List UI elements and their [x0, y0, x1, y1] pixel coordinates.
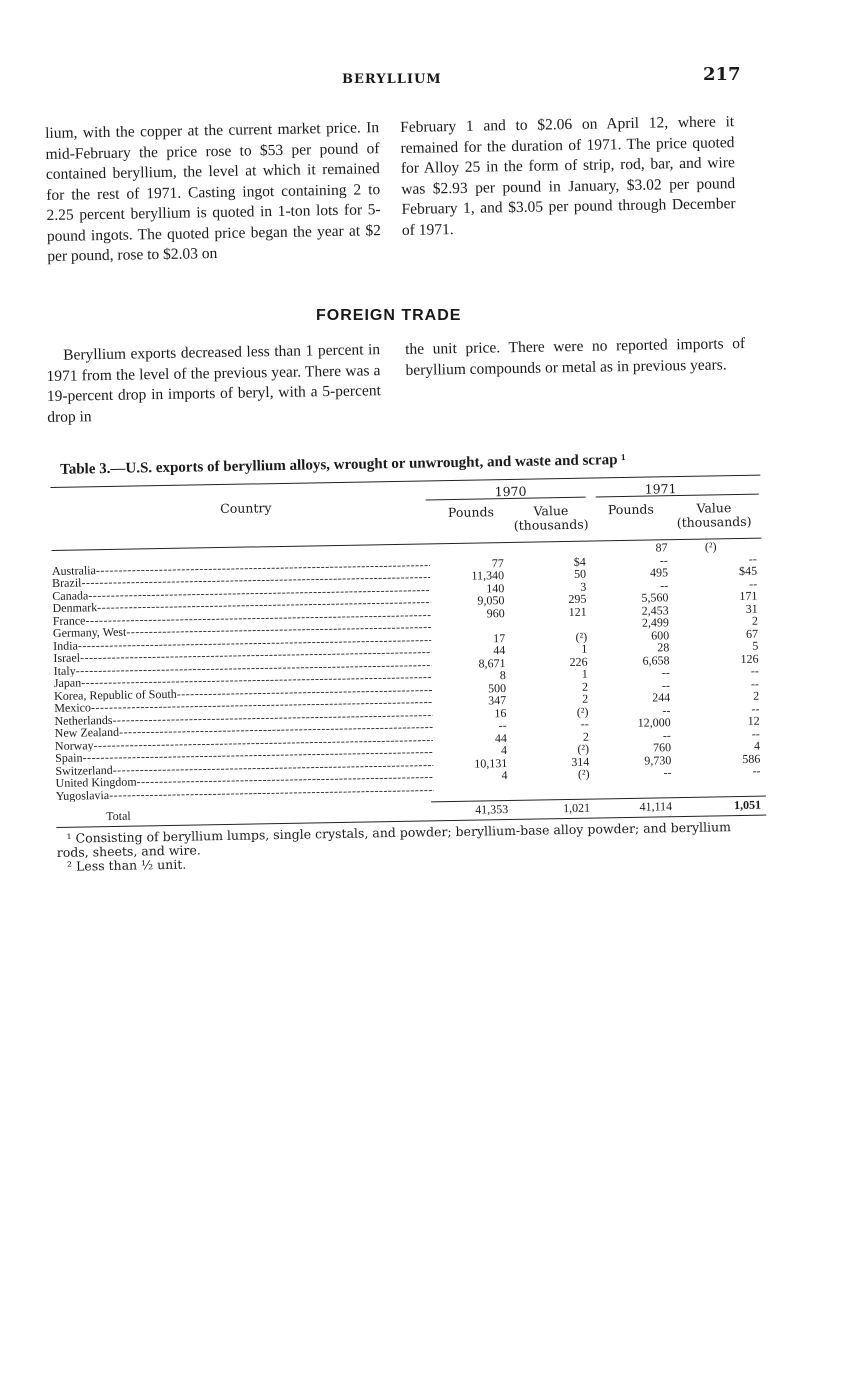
- cell-value-1970: (²): [575, 629, 588, 644]
- header-country: Country: [220, 500, 272, 517]
- footnote: ² Less than ½ unit.: [66, 856, 187, 874]
- table-body: [52, 540, 767, 828]
- cell-country: Canada -----: [52, 583, 430, 602]
- cell-value-1971: --: [752, 763, 761, 778]
- cell-country: Switzerland -----: [55, 758, 433, 777]
- cell-country: France -----: [53, 608, 431, 627]
- cell-country: Germany, West -----: [53, 620, 431, 639]
- cell-pounds-1971: 6,658: [642, 652, 670, 668]
- cell-pounds-1971: --: [663, 765, 672, 780]
- header-value-1970: Value: [533, 502, 569, 519]
- cell-value-1970: $4: [573, 554, 586, 569]
- cell-country: New Zealand -----: [55, 720, 433, 739]
- header-value-unit-1971: (thousands): [676, 513, 752, 531]
- cell-value-1971: --: [750, 676, 760, 691]
- cell-pounds-1970: 960: [486, 605, 505, 620]
- cell-pounds-1971: 2,453: [641, 602, 669, 618]
- cell-value-1970: 2: [582, 729, 589, 744]
- cell-value-1970: 121: [568, 604, 587, 619]
- cell-value-1970: 226: [569, 654, 588, 669]
- cell-pounds-1970: 8: [499, 668, 506, 683]
- cell-value-1971: 2: [751, 613, 758, 628]
- cell-value-1970: (²): [577, 741, 590, 756]
- header-value-unit-1970: (thousands): [513, 516, 589, 533]
- cell-value-1971: 5: [752, 638, 759, 653]
- cell-value-1971: 2: [753, 688, 760, 703]
- cell-pounds-1970: 77: [491, 555, 504, 570]
- cell-value-1971: 67: [745, 626, 759, 641]
- cell-pounds-1971: --: [661, 677, 671, 692]
- cell-pounds-1970: 500: [487, 680, 507, 695]
- total-value-1970: 1,021: [562, 800, 591, 816]
- cell-pounds-1971: --: [661, 665, 670, 680]
- section-heading-foreign-trade: FOREIGN TRADE: [316, 307, 462, 324]
- total-value-1971: 1,051: [733, 797, 762, 813]
- cell-country: India -----: [53, 633, 431, 652]
- cell-value-1970: 314: [571, 754, 590, 769]
- cell-country: Italy -----: [54, 658, 432, 677]
- cell-value-1970: 1: [581, 666, 588, 681]
- cell-pounds-1971: 5,560: [641, 590, 669, 605]
- cell-value-1971: 126: [740, 651, 759, 666]
- paragraph: the unit price. There were no reported imports of beryllium compounds or metal as in previous years.: [405, 335, 746, 379]
- price-text-left-column: [45, 118, 381, 267]
- cell-pounds-1971: --: [659, 552, 668, 567]
- cell-value-1970: 50: [573, 566, 587, 581]
- cell-value-1971: --: [748, 551, 757, 566]
- cell-value-1970: (²): [576, 704, 589, 719]
- cell-pounds-1971: --: [662, 702, 671, 717]
- cell-value-1971: 12: [747, 713, 760, 728]
- paragraph: February 1 and to $2.06 on April 12, where it remained for the duration of 1971. The price quoted for Alloy 25 in the form of strip, rod, bar, and wire was $2.93 per pound in January, $3.02 per pound February 1, and $3.05 per pound through December of 1971.: [400, 113, 736, 239]
- cell-value-1970: (²): [577, 766, 590, 781]
- cell-country: Yugoslavia -----: [56, 783, 434, 802]
- cell-pounds-1971: 495: [649, 565, 669, 580]
- cell-value-1970: 1: [581, 641, 588, 656]
- running-head: BERYLLIUM: [342, 72, 442, 87]
- cell-pounds-1970: 4: [501, 768, 508, 783]
- cell-value-1971: 31: [745, 601, 758, 616]
- header-value-1971: Value: [696, 500, 732, 516]
- total-label: Total: [106, 808, 131, 824]
- cell-pounds-1970: 8,671: [478, 655, 506, 671]
- cell-value-1970: 2: [582, 691, 589, 706]
- header-pounds-1970: Pounds: [447, 504, 495, 521]
- foreign-trade-right-column: [405, 334, 746, 381]
- header-rule-1970: [426, 497, 586, 501]
- cell-value-1970: 295: [568, 591, 587, 606]
- cell-value-1971: 4: [753, 738, 761, 753]
- cell-value-1971: $45: [738, 563, 758, 578]
- cell-pounds-1971: 600: [650, 627, 670, 643]
- cell-country: Spain -----: [55, 745, 433, 764]
- cell-pounds-1971: 87: [655, 540, 668, 555]
- cell-country: Japan -----: [54, 670, 432, 689]
- cell-pounds-1970: 17: [493, 630, 506, 645]
- footnote: ¹ Consisting of beryllium lumps, single crystals, and powder; beryllium-base alloy powder; and beryllium rods, sheets, and wire.: [56, 819, 732, 860]
- header-year-1971: 1971: [644, 481, 677, 497]
- cell-pounds-1970: 9,050: [477, 593, 505, 608]
- page-number: 217: [703, 64, 741, 85]
- cell-pounds-1970: 11,340: [471, 568, 505, 583]
- cell-country: Mexico -----: [54, 695, 432, 714]
- cell-pounds-1970: 4: [500, 743, 508, 758]
- cell-country: Netherlands -----: [54, 708, 432, 727]
- cell-pounds-1971: 12,000: [637, 715, 671, 730]
- cell-country: Korea, Republic of South -----: [54, 683, 432, 702]
- cell-pounds-1971: --: [660, 577, 669, 592]
- header-year-1970: 1970: [494, 483, 527, 500]
- paragraph: lium, with the copper at the current market price. In mid-February the price rose to $53 per pound of contained beryllium, the level at which it remained for the rest of 1971. Casting ingot containing 2 to 2.25 percent beryllium is quoted in 1-ton lots for 5-pound ingots. The quoted price began the year at $2 per pound, rose to $2.03 on: [45, 119, 382, 265]
- cell-value-1971: 586: [742, 751, 761, 766]
- cell-pounds-1970: 140: [486, 580, 505, 595]
- exports-table: [50, 450, 767, 874]
- cell-country: Brazil -----: [52, 570, 430, 589]
- total-pounds-1971: 41,114: [639, 799, 673, 814]
- foreign-trade-left-column: [46, 340, 381, 428]
- cell-country: Israel -----: [53, 645, 431, 664]
- table-header: [50, 476, 761, 550]
- table-footnotes: [56, 820, 767, 874]
- cell-value-1971: --: [750, 663, 759, 678]
- cell-pounds-1970: 347: [488, 693, 507, 708]
- cell-value-1970: 3: [580, 579, 587, 594]
- paragraph: Beryllium exports decreased less than 1 percent in 1971 from the level of the previous year. There was a 19-percent drop in imports of beryl, with a 5-percent drop in: [46, 341, 381, 426]
- cell-pounds-1971: --: [662, 727, 671, 742]
- cell-value-1971: --: [751, 726, 760, 741]
- cell-value-1970: --: [580, 716, 589, 731]
- header-pounds-1971: Pounds: [607, 501, 655, 518]
- cell-pounds-1970: 44: [493, 643, 506, 658]
- cell-pounds-1971: 760: [652, 740, 672, 755]
- cell-value-1971: (²): [704, 539, 717, 554]
- total-pounds-1970: 41,353: [475, 802, 509, 817]
- cell-pounds-1971: 28: [657, 640, 670, 655]
- cell-pounds-1971: 244: [652, 690, 671, 705]
- header-rule-1971: [596, 494, 759, 498]
- cell-pounds-1971: 9,730: [644, 752, 672, 768]
- cell-country: Denmark -----: [52, 595, 430, 614]
- cell-pounds-1970: 16: [494, 705, 507, 720]
- cell-value-1971: --: [751, 701, 760, 716]
- cell-value-1970: 2: [581, 679, 589, 694]
- table-title: Table 3.—U.S. exports of beryllium alloys, wrought or unwrought, and waste and scrap ¹: [59, 451, 626, 478]
- cell-country: Australia -----: [52, 558, 430, 577]
- price-text-right-column: [400, 112, 736, 241]
- cell-pounds-1970: --: [498, 718, 507, 733]
- cell-pounds-1971: 2,499: [641, 615, 670, 630]
- cell-country: United Kingdom -----: [55, 770, 433, 789]
- cell-country: Norway -----: [55, 733, 433, 752]
- cell-pounds-1970: 44: [494, 730, 508, 745]
- cell-pounds-1970: 10,131: [474, 755, 508, 771]
- cell-value-1971: 171: [739, 588, 758, 603]
- cell-value-1971: --: [749, 576, 758, 591]
